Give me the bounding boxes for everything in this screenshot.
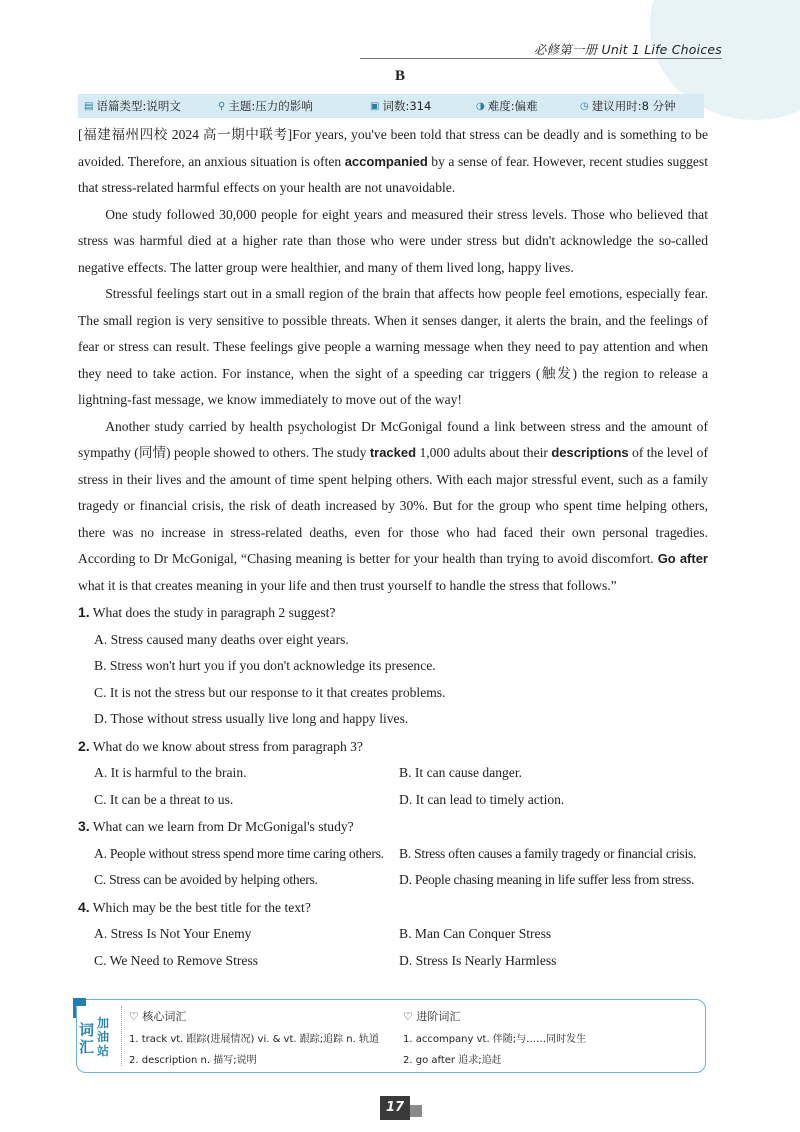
option-3c: C. Stress can be avoided by helping others. <box>94 872 318 887</box>
option-row <box>94 867 708 894</box>
vocabulary-logo: 词汇 加油站 <box>71 994 117 1074</box>
count-icon: ▣ <box>370 100 380 112</box>
keyword-go-after: Go after <box>657 551 708 566</box>
info-time: ◷ 建议用时:8 分钟 <box>580 99 676 113</box>
search-icon: ⚲ <box>218 100 226 112</box>
flag-icon <box>73 998 88 1018</box>
vocab-divider <box>121 1006 122 1066</box>
option-3a: A. People without stress spend more time caring others. <box>94 845 384 861</box>
option-2b: B. It can cause danger. <box>399 765 523 780</box>
option-row <box>94 841 708 868</box>
paragraph-3: Stressful feelings start out in a small region of the brain that affects how people feel emotions, especially fear. The small region is very sensitive to possible threats. When it senses danger, it alerts the brain, and the feelings of fear or stress can result. These feelings give people a warning message when they need to pay attention and when they need to take action. For instance, when the sight of a speeding car triggers (触发) the region to release a lightning-fast message, we know immediately to move out of the way! <box>78 286 708 407</box>
paragraph-1: [福建福州四校 2024 高一期中联考]For years, you've been told that stress can be deadly and is something to be avoided. Therefore, an anxious situation is often accompanied by a sense of fear. However, recent studies suggest that stress-related harmful effects on your health are not unavoidable. <box>78 127 709 195</box>
header-rule <box>360 58 722 59</box>
option-row <box>94 921 708 948</box>
keyword-descriptions: descriptions <box>551 445 629 460</box>
option-1d: D. Those without stress usually live long and happy lives. <box>94 711 409 726</box>
heart-icon: ♡ <box>403 1010 413 1023</box>
option-2d: D. It can lead to timely action. <box>399 791 565 807</box>
question-4: 4. Which may be the best title for the text? <box>78 898 311 915</box>
option-2c: C. It can be a threat to us. <box>94 791 234 807</box>
page-header <box>360 38 722 64</box>
option-row <box>94 787 708 814</box>
question-2: 2. What do we know about stress from paragraph 3? <box>78 737 363 754</box>
keyword-accompanied: accompanied <box>344 153 428 169</box>
info-word-count: ▣ 词数:314 <box>370 99 432 113</box>
option-row <box>94 948 708 975</box>
option-1b: B. Stress won't hurt you if you don't acknowledge its presence. <box>94 658 436 673</box>
option-2a: A. It is harmful to the brain. <box>94 765 247 780</box>
advanced-vocab <box>403 1008 586 1072</box>
info-difficulty: ◑ 难度:偏难 <box>476 99 538 113</box>
paragraph-2: One study followed 30,000 people for eight years and measured their stress levels. Those who believed that stress was harmful died at a higher rate than those who were under stress but didn't acknowledge the so-called negative effects. The latter group were healthier, and many of them lived long, happy lives. <box>78 206 708 275</box>
info-topic: ⚲ 主题:压力的影响 <box>218 99 313 113</box>
vocabulary-box <box>76 999 706 1073</box>
paragraph-4: Another study carried by health psychologist Dr McGonigal found a link between stress and the amount of sympathy (同情) people showed to others. The study tracked 1,000 adults about their descriptions of the level of stress in their lives and the amount of time spent helping others. With each major stressful event, such as a family tragedy or financial crisis, the risk of death increased by 30%. But for the group who spent time helping others, there was no increase in stress-related deaths, even for those who had faced their own personal tragedies. According to Dr McGonigal, “Chasing meaning is better for your health than trying to avoid discomfort. Go after what it is that creates meaning in your life and then trust yourself to handle the stress that follows.” <box>78 418 708 593</box>
question-1: 1. What does the study in paragraph 2 suggest? <box>78 604 336 620</box>
core-vocab-item: 1. track vt. 跟踪(进展情况) vi. & vt. 跟踪;追踪 n. 轨道 <box>129 1034 379 1045</box>
advanced-vocab-item: 1. accompany vt. 伴随;与……同时发生 <box>403 1034 587 1045</box>
option-1c: C. It is not the stress but our response to it that creates problems. <box>94 684 446 700</box>
difficulty-icon: ◑ <box>476 100 485 112</box>
heart-icon: ♡ <box>129 1010 139 1023</box>
clock-icon: ◷ <box>580 100 589 112</box>
option-1a: A. Stress caused many deaths over eight years. <box>94 631 349 647</box>
option-4a: A. Stress Is Not Your Enemy <box>94 926 252 941</box>
section-label: B <box>394 68 405 84</box>
option-3d: D. People chasing meaning in life suffer less from stress. <box>399 872 695 887</box>
info-bar <box>78 94 704 118</box>
document-icon: ▤ <box>84 100 94 112</box>
option-3b: B. Stress often causes a family tragedy or financial crisis. <box>399 845 697 861</box>
page-number-decoration <box>410 1105 422 1117</box>
keyword-tracked: tracked <box>369 445 417 460</box>
option-4d: D. Stress Is Nearly Harmless <box>399 952 557 968</box>
option-4c: C. We Need to Remove Stress <box>94 952 259 968</box>
option-4b: B. Man Can Conquer Stress <box>399 926 552 941</box>
question-3: 3. What can we learn from Dr McGonigal's study? <box>78 818 354 834</box>
core-vocab-item: 2. description n. 描写;说明 <box>129 1055 257 1066</box>
advanced-vocab-title: ♡ 进阶词汇 <box>403 1010 461 1023</box>
info-genre: ▤ 语篇类型:说明文 <box>84 99 181 113</box>
core-vocab <box>129 1008 379 1072</box>
advanced-vocab-item: 2. go after 追求;追赶 <box>403 1055 502 1066</box>
page-number: 17 <box>380 1096 410 1120</box>
main-content <box>78 122 708 974</box>
header-text: 必修第一册 Unit 1 Life Choices <box>533 42 722 57</box>
core-vocab-title: ♡ 核心词汇 <box>129 1010 187 1023</box>
option-row <box>94 760 708 787</box>
